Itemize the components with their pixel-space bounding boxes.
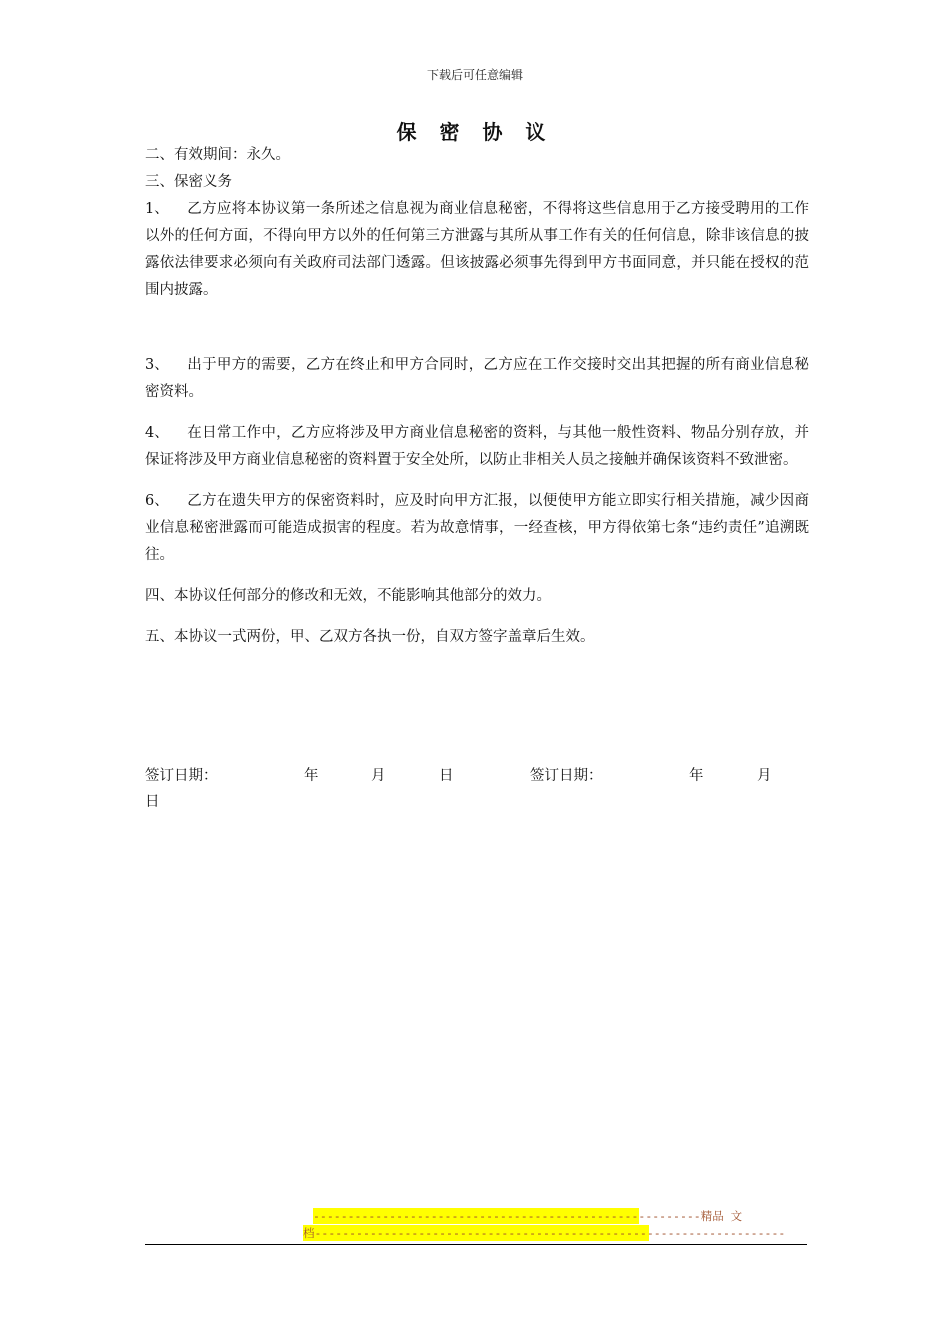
clause-6-text: 乙方在遗失甲方的保密资料时，应及时向甲方汇报，以便使甲方能立即实行相关措施，减少因商业信息秘密泄露而可能造成损害的程度。若为故意情事，一经查核，甲方得依第七条“违约责任”追溯既往。	[145, 493, 809, 563]
year-label-a: 年	[304, 768, 319, 784]
clause-6	[145, 488, 809, 569]
clause-3-text: 出于甲方的需要，乙方在终止和甲方合同时，乙方应在工作交接时交出其把握的所有商业信息秘密资料。	[145, 357, 809, 400]
clause-1	[145, 196, 809, 304]
section-4: 四、本协议任何部分的修改和无效，不能影响其他部分的效力。	[145, 588, 551, 604]
signature-row	[145, 764, 809, 788]
signing-date-label-a: 签订日期：	[145, 768, 218, 784]
clause-3	[145, 352, 809, 406]
clause-6-number: 6、	[145, 493, 169, 509]
footer-rule	[145, 1244, 807, 1245]
spacer	[145, 610, 809, 624]
day-label-a: 日	[439, 768, 454, 784]
clause-1-number: 1、	[145, 201, 169, 217]
clause-4-number: 4、	[145, 425, 169, 441]
document-title: 保 密 协 议	[396, 120, 554, 144]
header-note: 下载后可任意编辑	[426, 68, 523, 82]
clause-3-number: 3、	[145, 357, 169, 373]
year-label-b: 年	[689, 768, 704, 784]
section-5: 五、本协议一式两份，甲、乙双方各执一份，自双方签字盖章后生效。	[145, 629, 595, 645]
section-validity: 二、有效期间：永久。	[145, 147, 290, 163]
spacer	[145, 304, 809, 352]
section-obligations-heading: 三、保密义务	[145, 174, 232, 190]
signing-date-label-b: 签订日期：	[530, 768, 603, 784]
footer-highlight-line-2: 档--------------------------------------------------------------------	[303, 1226, 786, 1240]
document-body	[145, 142, 809, 651]
clause-4	[145, 420, 809, 474]
spacer	[145, 474, 809, 488]
clause-1-text: 乙方应将本协议第一条所述之信息视为商业信息秘密，不得将这些信息用于乙方接受聘用的工作以外的任何方面，不得向甲方以外的任何第三方泄露与其所从事工作有关的任何信息，除非该信息的披露依法律要求必须向有关政府司法部门透露。但该披露必须事先得到甲方书面同意，并只能在授权的范围内披露。	[145, 201, 809, 298]
spacer	[145, 406, 809, 420]
month-label-a: 月	[371, 768, 386, 784]
spacer	[145, 569, 809, 583]
clause-4-text: 在日常工作中，乙方应将涉及甲方商业信息秘密的资料，与其他一般性资料、物品分别存放，并保证将涉及甲方商业信息秘密的资料置于安全处所，以防止非相关人员之接触并确保该资料不致泄密。	[145, 425, 809, 468]
footer-highlight-line-1: --------------------------------------------------------精品 文	[313, 1209, 743, 1223]
day-label-b: 日	[145, 794, 160, 810]
month-label-b: 月	[757, 768, 772, 784]
